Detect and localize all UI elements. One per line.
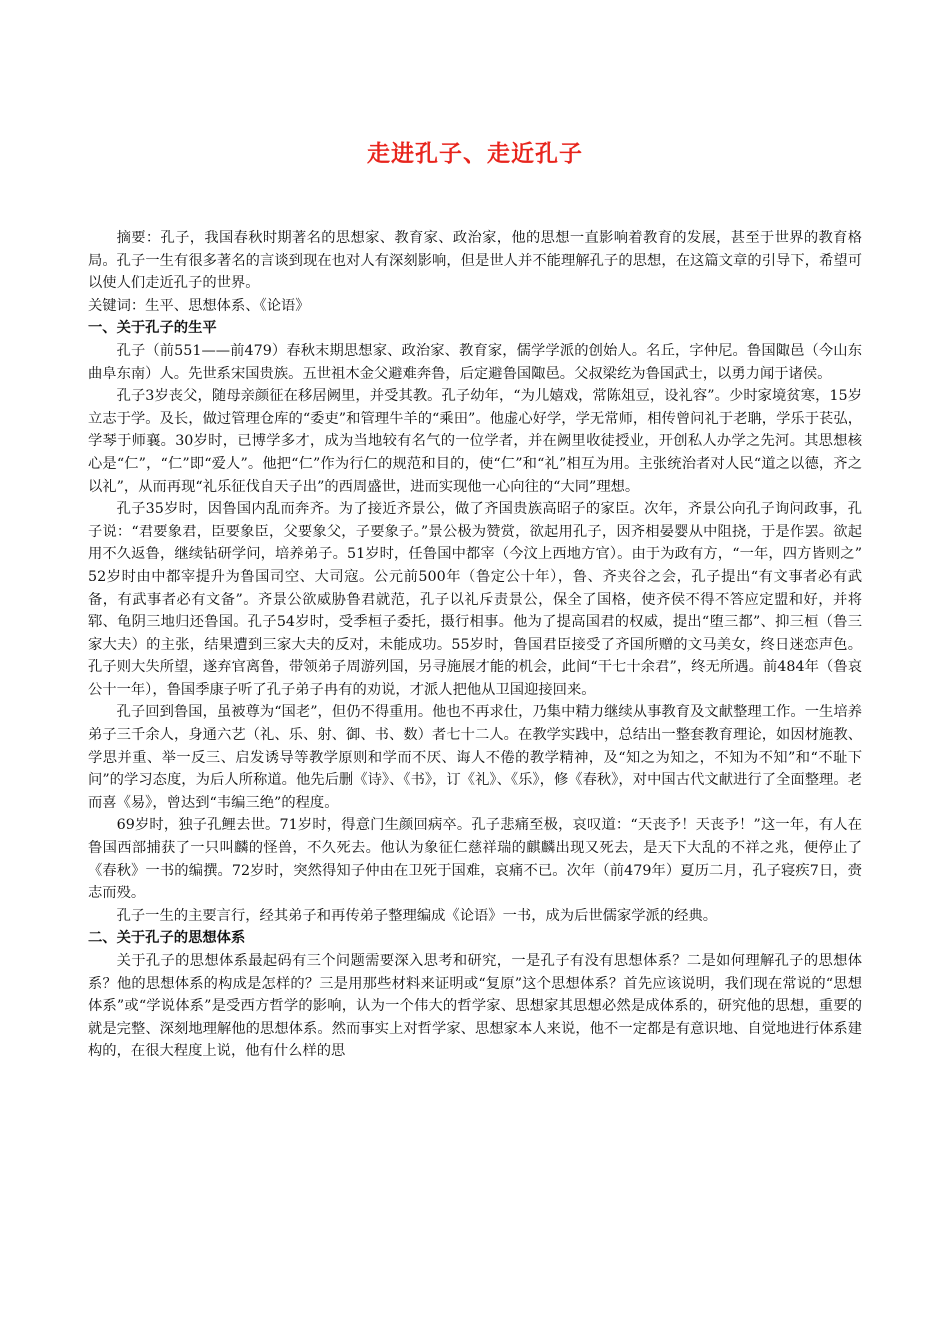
body-paragraph: 孔子35岁时，因鲁国内乱而奔齐。为了接近齐景公，做了齐国贵族高昭子的家臣。次年，齐景公向孔子询问政事，孔子说：“君要象君，臣要象臣，父要象父，子要象子。”景公极为赞赏，欲起用孔子，因齐相晏婴从中阻挠，于是作罢。欲起用不久返鲁，继续钻研学问，培养弟子。51岁时，任鲁国中都宰（今汶上西地方官）。由于为政有方，“一年，四方皆则之” 52岁时由中都宰提升为鲁国司空、大司寇。公元前500年（鲁定公十年），鲁、齐夹谷之会，孔子提出“有文事者必有武备，有武事者必有文备”。齐景公欲威胁鲁君就范，孔子以礼斥责景公，保全了国格，使齐侯不得不答应定盟和好，并将郓、龟阴三地归还鲁国。孔子54岁时，受季桓子委托，摄行相事。他为了提高国君的权威，提出“堕三都”、抑三桓（鲁三家大夫）的主张，结果遭到三家大夫的反对，未能成功。55岁时，鲁国君臣接受了齐国所赠的文马美女，终日迷恋声色。孔子则大失所望，遂弃官离鲁，带领弟子周游列国，另寻施展才能的机会，此间“干七十余君”，终无所遇。前484年（鲁哀公十一年），鲁国季康子听了孔子弟子冉有的劝说，才派人把他从卫国迎接回来。 xyxy=(88,501,862,698)
document-title: 走进孔子、走近孔子 xyxy=(367,141,583,167)
keywords-line: 关键词：生平、思想体系、《论语》 xyxy=(88,297,310,314)
document-body xyxy=(88,227,862,1063)
body-paragraph: 孔子3岁丧父，随母亲颜征在移居阙里，并受其教。孔子幼年，“为儿嬉戏，常陈俎豆，设礼容”。少时家境贫寒，15岁立志于学。及长，做过管理仓库的“委吏”和管理牛羊的“乘田”。他虚心好学，学无常师，相传曾问礼于老聃，学乐于苌弘，学琴于师襄。30岁时，已博学多才，成为当地较有名气的一位学者，并在阙里收徒授业，开创私人办学之先河。其思想核心是“仁”，“仁”即“爱人”。他把“仁”作为行仁的规范和目的，使“仁”和“礼”相互为用。主张统治者对人民“道之以德，齐之以礼”，从而再现“礼乐征伐自天子出”的西周盛世，进而实现他一心向往的“大同”理想。 xyxy=(88,388,862,495)
body-paragraph: 关于孔子的思想体系最起码有三个问题需要深入思考和研究，一是孔子有没有思想体系？二是如何理解孔子的思想体系？他的思想体系的构成是怎样的？三是用那些材料来证明或“复原”这个思想体系？首先应该说明，我们现在常说的“思想体系”或“学说体系”是受西方哲学的影响，认为一个伟大的哲学家、思想家其思想必然是成体系的，研究他的思想，重要的就是完整、深刻地理解他的思想体系。然而事实上对哲学家、思想家本人来说，他不一定都是有意识地、自觉地进行体系建构的，在很大程度上说，他有什么样的思 xyxy=(88,953,862,1060)
body-paragraph: 69岁时，独子孔鲤去世。71岁时，得意门生颜回病卒。孔子悲痛至极，哀叹道：“天丧予！天丧予！”这一年，有人在鲁国西部捕获了一只叫麟的怪兽，不久死去。他认为象征仁慈祥瑞的麒麟出现又死去，是天下大乱的不祥之兆，便停止了《春秋》一书的编撰。72岁时，突然得知子仲由在卫死于国难，哀痛不已。次年（前479年）夏历二月，孔子寝疾7日，赍志而殁。 xyxy=(88,817,862,902)
body-paragraph: 孔子（前551——前479）春秋末期思想家、政治家、教育家，儒学学派的创始人。名丘，字仲尼。鲁国陬邑（今山东曲阜东南）人。先世系宋国贵族。五世祖木金父避难奔鲁，后定避鲁国陬邑。父叔梁纥为鲁国武士，以勇力闻于诸侯。 xyxy=(88,342,862,382)
abstract-paragraph: 摘要：孔子，我国春秋时期著名的思想家、教育家、政治家，他的思想一直影响着教育的发展，甚至于世界的教育格局。孔子一生有很多著名的言谈到现在也对人有深刻影响，但是世人并不能理解孔子的思想，在这篇文章的引导下，希望可以使人们走近孔子的世界。 xyxy=(88,230,862,292)
body-paragraph: 孔子一生的主要言行，经其弟子和再传弟子整理编成《论语》一书，成为后世儒家学派的经典。 xyxy=(116,907,718,924)
section-heading-thought-system: 二、关于孔子的思想体系 xyxy=(88,930,246,947)
body-paragraph: 孔子回到鲁国，虽被尊为“国老”，但仍不得重用。他也不再求仕，乃集中精力继续从事教育及文献整理工作。一生培养弟子三千余人，身通六艺（礼、乐、射、御、书、数）者七十二人。在教学实践中，总结出一整套教育理论，如因材施教、学思并重、举一反三、启发诱导等教学原则和学而不厌、诲人不倦的教学精神，及“知之为知之，不知为不知”和“不耻下问”的学习态度，为后人所称道。他先后删《诗》、《书》，订《礼》、《乐》，修《春秋》，对中国古代文献进行了全面整理。老而喜《易》，曾达到“韦编三绝”的程度。 xyxy=(88,704,862,811)
section-heading-biography: 一、关于孔子的生平 xyxy=(88,320,217,337)
